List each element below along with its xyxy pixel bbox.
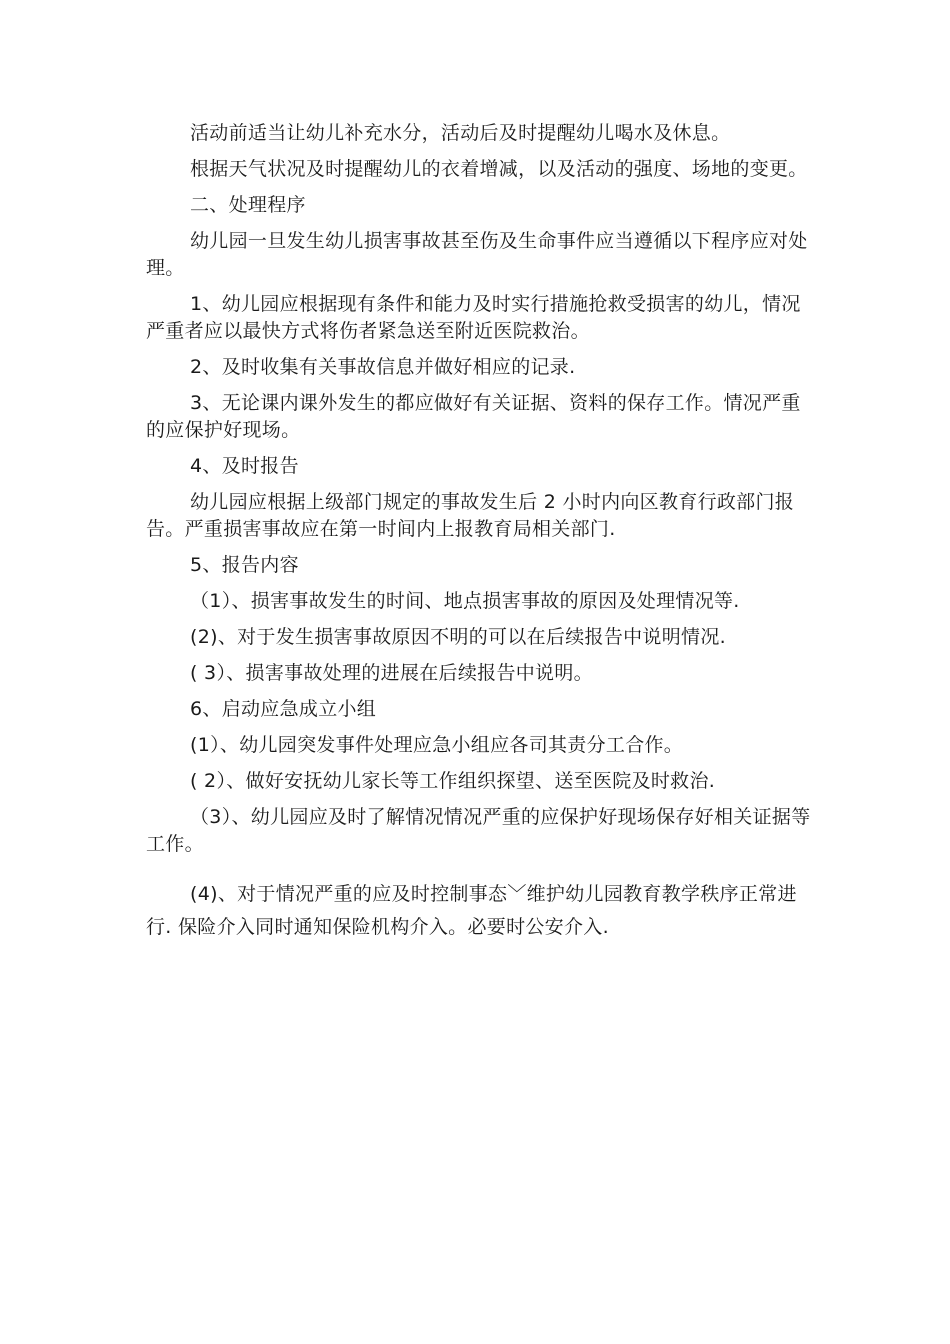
sub-item-6-2: ( 2）、做好安抚幼儿家长等工作组织探望、送至医院及时救治.: [190, 770, 716, 792]
paragraph-1: 活动前适当让幼儿补充水分，活动后及时提醒幼儿喝水及休息。: [190, 122, 731, 144]
sub-item-6-1: (1）、幼儿园突发事件处理应急小组应各司其责分工合作。: [190, 734, 684, 756]
document-body: [146, 120, 811, 953]
list-item-4: 4、及时报告: [190, 455, 299, 477]
paragraph-report: 幼儿园应根据上级部门规定的事故发生后 2 小时内向区教育行政部门报告。严重损害事故应在第一时间内上报教育局相关部门.: [146, 491, 795, 540]
section-heading-procedure: 二、处理程序: [190, 194, 306, 216]
list-item-2: 2、及时收集有关事故信息并做好相应的记录.: [190, 356, 576, 378]
paragraph-2: 根据天气状况及时提醒幼儿的衣着增减，以及活动的强度、场地的变更。: [190, 158, 808, 180]
paragraph-3: 幼儿园一旦发生幼儿损害事故甚至伤及生命事件应当遵循以下程序应对处理。: [146, 230, 808, 279]
list-item-6: 6、启动应急成立小组: [190, 698, 377, 720]
list-item-1: 1、幼儿园应根据现有条件和能力及时实行措施抢救受损害的幼儿，情况严重者应以最快方式将伤者紧急送至附近医院救治。: [146, 293, 801, 342]
sub-item-5-1: （1）、损害事故发生的时间、地点损害事故的原因及处理情况等.: [190, 590, 740, 612]
list-item-5: 5、报告内容: [190, 554, 299, 576]
sub-item-5-3: ( 3）、损害事故处理的进展在后续报告中说明。: [190, 662, 593, 684]
list-item-3: 3、无论课内课外发生的都应做好有关证据、资料的保存工作。情况严重的应保护好现场。: [146, 392, 801, 441]
sub-item-6-3: （3）、幼儿园应及时了解情况情况严重的应保护好现场保存好相关证据等工作。: [146, 806, 811, 855]
sub-item-6-4: (4)、对于情况严重的应及时控制事态﹀维护幼儿园教育教学秩序正常进行. 保险介入同时通知保险机构介入。必要时公安介入.: [146, 883, 797, 938]
sub-item-5-2: (2)、对于发生损害事故原因不明的可以在后续报告中说明情况.: [190, 626, 726, 648]
